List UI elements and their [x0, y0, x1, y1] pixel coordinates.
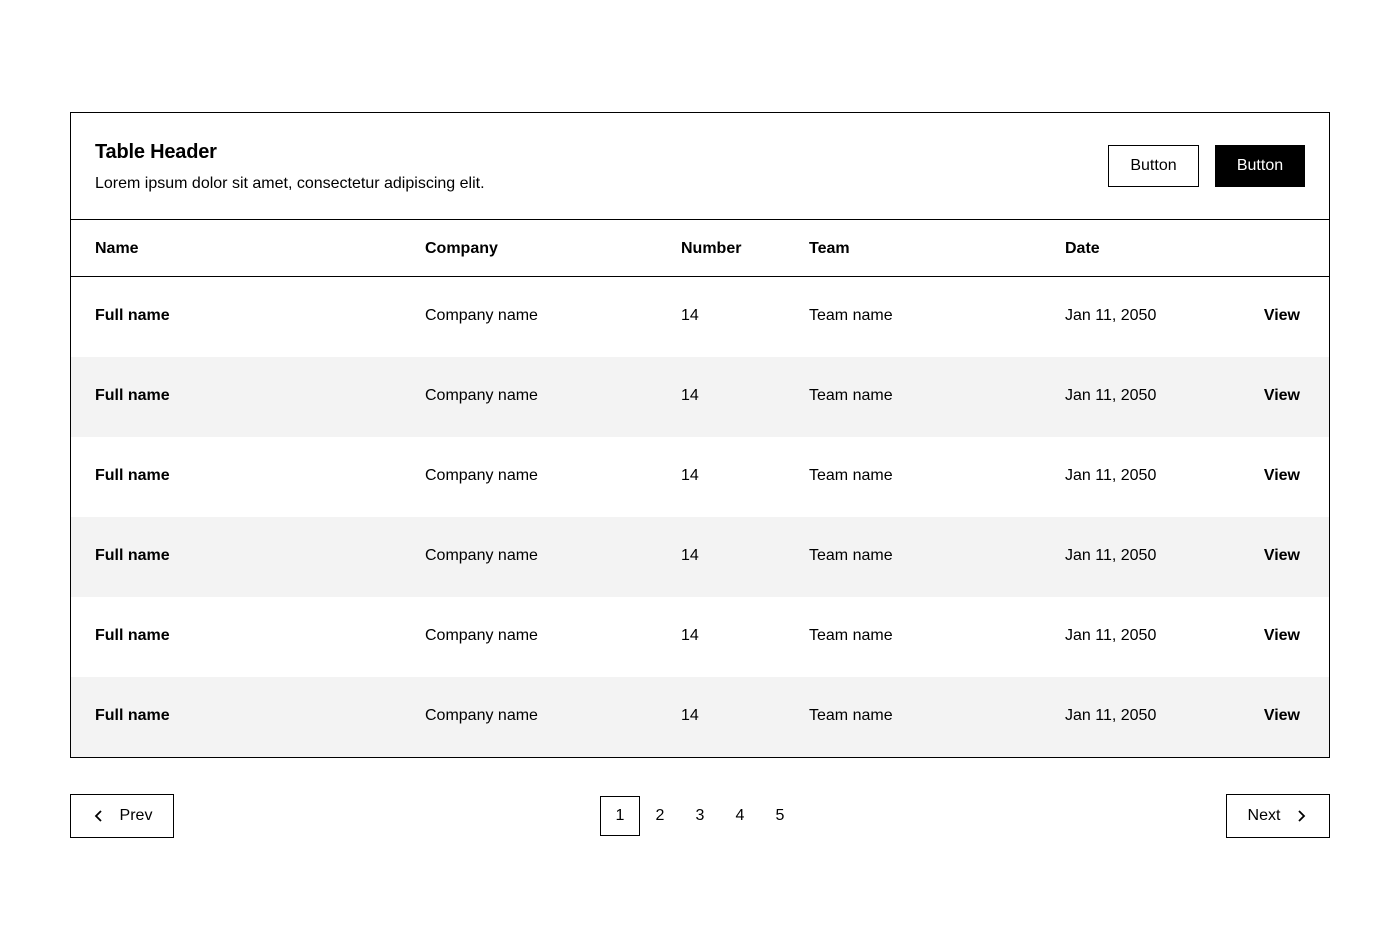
chevron-right-icon: [1294, 809, 1308, 823]
page-numbers: [600, 796, 800, 836]
cell-company: Company name: [425, 387, 538, 404]
table-row: [71, 597, 1329, 677]
page-number[interactable]: 4: [735, 807, 745, 824]
cell-company: Company name: [425, 627, 538, 644]
cell-date: Jan 11, 2050: [1065, 467, 1157, 484]
view-link[interactable]: View: [1263, 707, 1300, 724]
page-number[interactable]: 3: [695, 807, 705, 824]
view-link[interactable]: View: [1263, 307, 1300, 324]
page-number[interactable]: 5: [775, 807, 785, 824]
page-number-current[interactable]: 1: [600, 796, 640, 836]
prev-page-button[interactable]: [70, 794, 174, 838]
next-label: Next: [1247, 807, 1281, 824]
column-header-number: Number: [681, 240, 742, 257]
cell-date: Jan 11, 2050: [1065, 307, 1157, 324]
table-row: [71, 517, 1329, 597]
cell-team: Team name: [809, 627, 893, 644]
cell-name: Full name: [95, 627, 170, 644]
view-link[interactable]: View: [1263, 547, 1300, 564]
cell-date: Jan 11, 2050: [1065, 707, 1157, 724]
table-row: [71, 437, 1329, 517]
column-header-date: Date: [1065, 240, 1100, 257]
chevron-left-icon: [92, 809, 106, 823]
cell-team: Team name: [809, 467, 893, 484]
page-number[interactable]: 2: [655, 807, 665, 824]
cell-date: Jan 11, 2050: [1065, 387, 1157, 404]
next-page-button[interactable]: [1226, 794, 1330, 838]
prev-label: Prev: [119, 807, 153, 824]
cell-date: Jan 11, 2050: [1065, 627, 1157, 644]
cell-number: 14: [681, 707, 699, 724]
cell-date: Jan 11, 2050: [1065, 547, 1157, 564]
table-row: [71, 357, 1329, 437]
cell-team: Team name: [809, 707, 893, 724]
table-title: Table Header: [95, 141, 217, 163]
cell-name: Full name: [95, 387, 170, 404]
cell-company: Company name: [425, 307, 538, 324]
cell-team: Team name: [809, 307, 893, 324]
column-header-name: Name: [95, 240, 139, 257]
cell-number: 14: [681, 547, 699, 564]
secondary-button[interactable]: Button: [1108, 145, 1199, 187]
cell-team: Team name: [809, 387, 893, 404]
cell-number: 14: [681, 467, 699, 484]
cell-company: Company name: [425, 467, 538, 484]
view-link[interactable]: View: [1263, 467, 1300, 484]
table-header-section: [71, 113, 1329, 220]
cell-name: Full name: [95, 467, 170, 484]
table-subtitle: Lorem ipsum dolor sit amet, consectetur adipiscing elit.: [95, 175, 485, 192]
column-header-company: Company: [425, 240, 498, 257]
table-card: [70, 112, 1330, 758]
table-row: [71, 677, 1329, 757]
cell-number: 14: [681, 387, 699, 404]
cell-number: 14: [681, 627, 699, 644]
primary-button[interactable]: Button: [1215, 145, 1305, 187]
view-link[interactable]: View: [1263, 627, 1300, 644]
view-link[interactable]: View: [1263, 387, 1300, 404]
column-header-team: Team: [809, 240, 850, 257]
table-row: [71, 277, 1329, 357]
cell-number: 14: [681, 307, 699, 324]
cell-name: Full name: [95, 707, 170, 724]
cell-company: Company name: [425, 707, 538, 724]
cell-company: Company name: [425, 547, 538, 564]
cell-team: Team name: [809, 547, 893, 564]
column-header-row: [71, 220, 1329, 277]
cell-name: Full name: [95, 307, 170, 324]
cell-name: Full name: [95, 547, 170, 564]
